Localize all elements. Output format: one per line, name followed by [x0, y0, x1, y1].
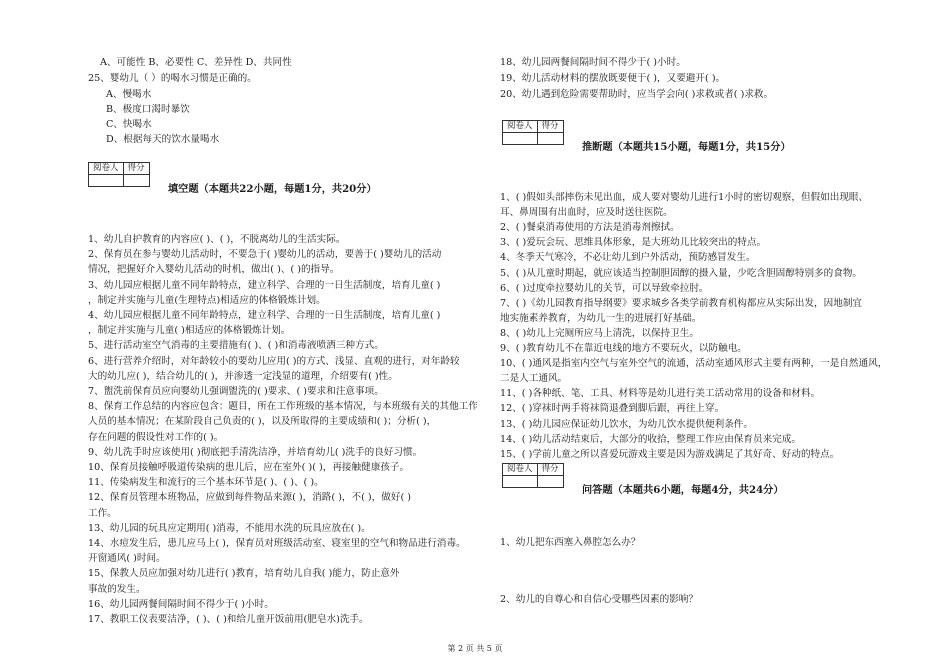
fill-item-line: 14、水痘发生后，患儿应马上( )，保育员对班级活动室、寝室里的空气和物品进行消毒。: [88, 538, 466, 549]
option-d: D、根据每天的饮水量喝水: [106, 134, 220, 145]
fill-item-line: 10、保育员接触呼吸道传染病的患儿后，应在室外( )( )，再接触健康孩子。: [88, 462, 410, 473]
fill-item-line: 情况，把握好介入婴幼儿活动的时机，做出( )、( )的指导。: [88, 264, 340, 276]
fill-item-line: 7、盥洗前保育员应向婴幼儿强调盥洗的( )要求、( )要求和注意事项。: [88, 386, 384, 397]
judge-item-line: 5、( )从儿童时期起，就应该适当控制胆固醇的摄入量，少吃含胆固醇特别多的食物。: [500, 267, 863, 279]
fill-item-line: 13、幼儿园的玩具应定期用( )消毒，不能用水洗的玩具应放在( )。: [88, 522, 371, 534]
question-25: 25、婴幼儿（ ）的喝水习惯是正确的。: [88, 73, 257, 84]
judge-item-line: 14、( )幼儿活动结束后，大部分的收拾，整理工作应由保育员来完成。: [500, 433, 801, 445]
score-box-judge: [502, 120, 564, 145]
fill-item-line: 3、幼儿园应根据儿童不同年龄特点，建立科学、合理的一日生活制度，培育儿童( ): [88, 279, 441, 291]
fill-item-line: 11、传染病发生和流行的三个基本环节是( )、( )、( )。: [88, 477, 324, 489]
fill-item-line: 工作。: [88, 507, 117, 519]
score-box-fill: [88, 162, 150, 187]
fill-item-line: 事故的发生。: [88, 583, 146, 595]
fill-item-line: ，制定并实施与儿童( )相适应的体格锻炼计划。: [88, 325, 291, 337]
judge-item-line: 6、( )过度牵拉婴幼儿的关节，可以导致牵拉肘。: [500, 282, 709, 294]
page-footer: 第 2 页 共 5 页: [447, 644, 503, 653]
judge-item-line: 2、( )餐桌消毒使用的方法是消毒剂擦拭。: [500, 222, 680, 234]
judge-item-line: 3、( )爱玩会玩、思维具体形象，是大班幼儿比较突出的特点。: [500, 237, 767, 249]
judge-item-line: 15、( )学前儿童之所以喜爱玩游戏主要是因为游戏满足了其好奇、好动的特点。: [500, 448, 840, 460]
judge-item-line: 7、( )《幼儿园教育指导纲要》要求城乡各类学前教育机构都应从实际出发，因地制宜: [500, 297, 863, 309]
question-20: 20、幼儿遇到危险需要帮助时，应当学会向( )求救或者( )求救。: [500, 89, 774, 100]
score-label: 得分: [537, 121, 563, 133]
fill-item-line: 人员的基本情况；在某阶段自己负责的( )，以及所取得的主要成绩和( )；分析( )，: [88, 416, 437, 428]
grader-label: 阅卷人: [89, 163, 124, 175]
fill-item-line: 大的幼儿应( )，结合幼儿的( )，并渗透一定浅显的道理，介绍要有( )性。: [88, 370, 398, 382]
fill-item-line: 1、幼儿自护教育的内容应( )、( )，不脱离幼儿的生活实际。: [88, 234, 346, 245]
question-18: 18、幼儿园两餐间隔时间不得少于( )小时。: [500, 57, 686, 68]
option-line-24: A、可能性 B、必要性 C、差异性 D、共同性: [100, 57, 292, 68]
judge-item-line: 1、( )假如头部摔伤未见出血，成人要对婴幼儿进行1小时的密切观察，但假如出现眼、: [500, 192, 869, 203]
fill-item-line: 2、保育员在参与婴幼儿活动时，不要急于( )婴幼儿的活动，要善于( )婴幼儿的活动: [88, 249, 442, 261]
judge-item-line: 13、( )幼儿园应保证幼儿饮水，为幼儿饮水提供便利条件。: [500, 418, 753, 430]
qa-item-2: 2、幼儿的自尊心和自信心受哪些因素的影响？: [500, 594, 698, 605]
fill-item-line: ，制定并实施与儿童(生理特点)相适应的体格锻炼计划。: [88, 294, 326, 306]
judge-item-line: 12、( )穿袜时两手将袜筒退叠到脚后跟，再往上穿。: [500, 403, 725, 415]
judge-item-line: 二是人工通风。: [500, 373, 568, 385]
grader-label: 阅卷人: [503, 464, 538, 476]
section-title-fill: 填空题（本题共22小题，每题1分，共20分）: [168, 183, 377, 195]
judge-item-line: 10、( )通风是指室内空气与室外空气的流通，活动室通风形式主要有两种，一是自然通风，: [500, 358, 888, 370]
score-box-qa: [502, 463, 564, 488]
score-label: 得分: [123, 163, 149, 175]
option-b: B、极度口渴时暴饮: [106, 104, 190, 115]
grader-label: 阅卷人: [503, 121, 538, 133]
section-title-qa: 问答题（本题共6小题，每题4分，共24分）: [582, 484, 784, 496]
section-title-judge: 推断题（本题共15小题，每题1分，共15分）: [582, 141, 791, 153]
fill-item-line: 6、进行营养介绍时，对年龄较小的要幼儿应用( )的方式、浅显、直观的进行，对年龄较: [88, 355, 460, 367]
qa-item-1: 1、幼儿把东西塞入鼻腔怎么办？: [500, 537, 641, 548]
judge-item-line: 8、( )幼儿上完厕所应马上清洗，以保持卫生。: [500, 327, 699, 339]
fill-item-line: 9、幼儿洗手时应该使用( )彻底把手清洗洁净，并培育幼儿( )洗手的良好习惯。: [88, 446, 423, 458]
fill-item-line: 15、保教人员应加强对幼儿进行( )教育，培育幼儿自我( )能力，防止意外: [88, 568, 400, 580]
option-c: C、快喝水: [106, 119, 152, 130]
fill-item-line: 16、幼儿园两餐间隔时间不得少于( )小时。: [88, 598, 274, 610]
judge-item-line: 4、冬季天气寒冷，不必让幼儿到户外活动，预防感冒发生。: [500, 252, 756, 264]
fill-item-line: 8、保育工作总结的内容应包含：题目，所在工作班级的基本情况，与本班级有关的其他工作: [88, 401, 478, 413]
fill-item-line: 17、教职工仪表要洁净，( )、( )和给儿童开饭前用(肥皂水)洗手。: [88, 614, 369, 625]
judge-item-line: 地实施素养教育，为幼儿一生的进展打好基础。: [500, 312, 702, 324]
fill-item-line: 开窗通风( )时间。: [88, 553, 166, 565]
judge-item-line: 耳、鼻周围有出血时，应及时送往医院。: [500, 207, 673, 219]
fill-item-line: 4、幼儿园应根据儿童不同年龄特点，建立科学、合理的一日生活制度，培育儿童( ): [88, 310, 441, 321]
fill-item-line: 存在问题的假设性对工作的( )。: [88, 431, 224, 443]
fill-item-line: 5、进行活动室空气消毒的主要措施有( )、( )和消毒液喷洒三种方式。: [88, 340, 384, 352]
question-19: 19、幼儿活动材料的摆放既要便于( )，又要避开( )。: [500, 73, 726, 84]
judge-item-line: 11、( )各种纸、笔、工具、材料等是幼儿进行美工活动常用的设备和材料。: [500, 388, 821, 400]
score-label: 得分: [537, 464, 563, 476]
option-a: A、慢喝水: [106, 89, 152, 100]
fill-item-line: 12、保育员管理本班物品，应做到每件物品来源( )，消路( )，不( )，做好( ): [88, 492, 411, 504]
judge-item-line: 9、( )教育幼儿不在靠近电线的地方不要玩火，以防触电。: [500, 343, 747, 354]
